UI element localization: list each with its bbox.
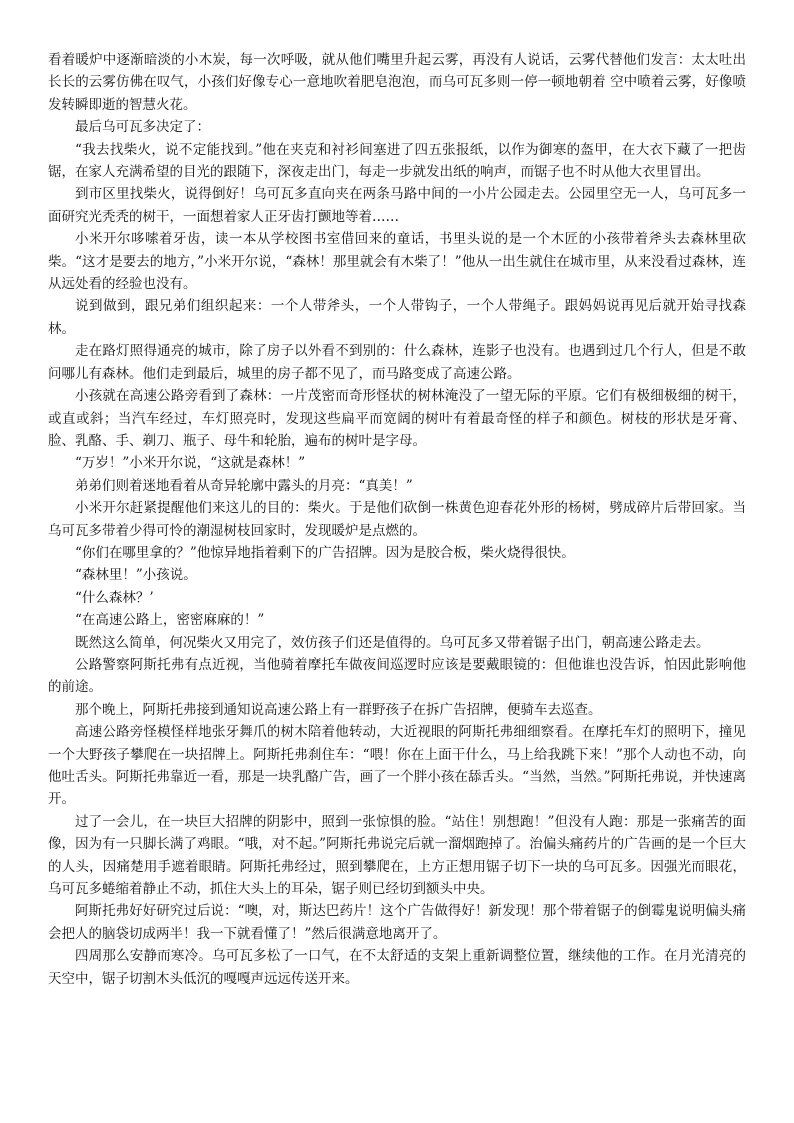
paragraph: 既然这么简单，何况柴火又用完了，效仿孩子们还是值得的。乌可瓦多又带着锯子出门，朝高速公路走去。 — [75, 634, 710, 651]
paragraph: 高速公路旁怪模怪样地张牙舞爪的树木陪着他转动，大近视眼的阿斯托弗细细察看。在摩托车灯的照明下，撞见一个大野孩子攀爬在一块招牌上。阿斯托弗刹住车：“喂！你在上面干什么，马上给我跳下来！”那个人动也不动，向他吐舌头。阿斯托弗靠近一看，那是一块乳酪广告，画了一个胖小孩在舔舌头。“当然，当然。”阿斯托弗说，并快速离开。 — [48, 724, 746, 808]
paragraph: 说到做到，跟兄弟们组织起来：一个人带斧头，一个人带钩子，一个人带绳子。跟妈妈说再见后就开始寻找森林。 — [48, 298, 746, 337]
paragraph: 小孩就在高速公路旁看到了森林：一片茂密而奇形怪状的树林淹没了一望无际的平原。它们有极细极细的树干，或直或斜；当汽车经过，车灯照亮时，发现这些扁平而宽阔的树叶有着最奇怪的样子和颜色。树枝的形状是牙膏、脸、乳酪、手、剃刀、瓶子、母牛和轮胎，遍布的树叶是字母。 — [48, 388, 746, 449]
paragraph: 小米开尔赶紧提醒他们来这儿的目的：柴火。于是他们砍倒一株黄色迎春花外形的杨树，劈成碎片后带回家。当乌可瓦多带着少得可怜的潮湿树枝回家时，发现暖炉是点燃的。 — [48, 500, 746, 539]
paragraph: “万岁！”小米开尔说，“这就是森林！” — [75, 455, 306, 472]
paragraph: 弟弟们则着迷地看着从奇异轮廓中露头的月亮：“真美！” — [75, 477, 413, 494]
paragraph: 走在路灯照得通亮的城市，除了房子以外看不到别的：什么森林，连影子也没有。也遇到过几个行人，但是不敢问哪儿有森林。他们走到最后，城里的房子都不见了，而马路变成了高速公路。 — [48, 343, 746, 382]
paragraph: 那个晚上，阿斯托弗接到通知说高速公路上有一群野孩子在拆广告招牌，便骑车去巡查。 — [75, 701, 602, 718]
paragraph: 看着暖炉中逐渐暗淡的小木炭，每一次呼吸，就从他们嘴里升起云雾，再没有人说话，云雾代替他们发言：太太吐出长长的云雾仿佛在叹气，小孩们好像专心一意地吹着肥皂泡泡，而乌可瓦多则一停一顿地朝着 空中喷着云雾，好像喷发转瞬即逝的智慧火花。 — [48, 52, 746, 113]
paragraph: 到市区里找柴火，说得倒好！乌可瓦多直向夹在两条马路中间的一小片公园走去。公园里空无一人，乌可瓦多一面研究光秃秃的树干，一面想着家人正牙齿打颤地等着…… — [48, 186, 746, 225]
paragraph: 公路警察阿斯托弗有点近视，当他骑着摩托车做夜间巡逻时应该是要戴眼镜的：但他谁也没告诉，怕因此影响他的前途。 — [48, 656, 746, 696]
paragraph: 小米开尔哆嗦着牙齿，读一本从学校图书室借回来的童话，书里头说的是一个木匠的小孩带着斧头去森林里砍柴。“这才是要去的地方，”小米开尔说，“森林！那里就会有木柴了！”他从一出生就住在城市里，从来没看过森林，连从远处看的经验也没有。 — [48, 231, 746, 293]
paragraph: 阿斯托弗好好研究过后说：“噢，对，斯达巴药片！这个广告做得好！新发现！那个带着锯子的倒霉鬼说明偏头痛会把人的脑袋切成两半！我一下就看懂了！”然后很满意地离开了。 — [48, 903, 746, 942]
paragraph: 最后乌可瓦多决定了： — [75, 119, 210, 136]
paragraph: “森林里！”小孩说。 — [75, 567, 197, 584]
paragraph: 过了一会儿，在一块巨大招牌的阴影中，照到一张惊惧的脸。“站住！别想跑！”但没有人跑：那是一张痛苦的面像，因为有一只脚长满了鸡眼。“哦，对不起。”阿斯托弗说完后就一溜烟跑掉了。治偏头痛药片的广告画的是一个巨大的人头，因痛楚用手遮着眼睛。阿斯托弗经过，照到攀爬在，上方正想用锯子切下一块的乌可瓦多。因强光而眼花，乌可瓦多蜷缩着静止不动，抓住大头上的耳朵，锯子则已经切到额头中央。 — [48, 813, 746, 898]
paragraph: 四周那么安静而寒冷。乌可瓦多松了一口气，在不太舒适的支架上重新调整位置，继续他的工作。在月光清亮的天空中，锯子切割木头低沉的嘎嘎声远远传送开来。 — [48, 948, 746, 987]
paragraph: “在高速公路上，密密麻麻的！” — [75, 612, 265, 629]
paragraph: “什么森林？’ — [75, 589, 154, 606]
paragraph: “你们在哪里拿的？”他惊异地指着剩下的广告招牌。因为是胶合板，柴火烧得很快。 — [75, 544, 575, 561]
paragraph: “我去找柴火，说不定能找到。”他在夹克和衬衫间塞进了四五张报纸，以作为御寒的盔甲，在大衣下藏了一把齿锯，在家人充满希望的目光的跟随下，深夜走出门，每走一步就发出纸的响声，而锯子也不时从他大衣里冒出。 — [48, 141, 746, 181]
